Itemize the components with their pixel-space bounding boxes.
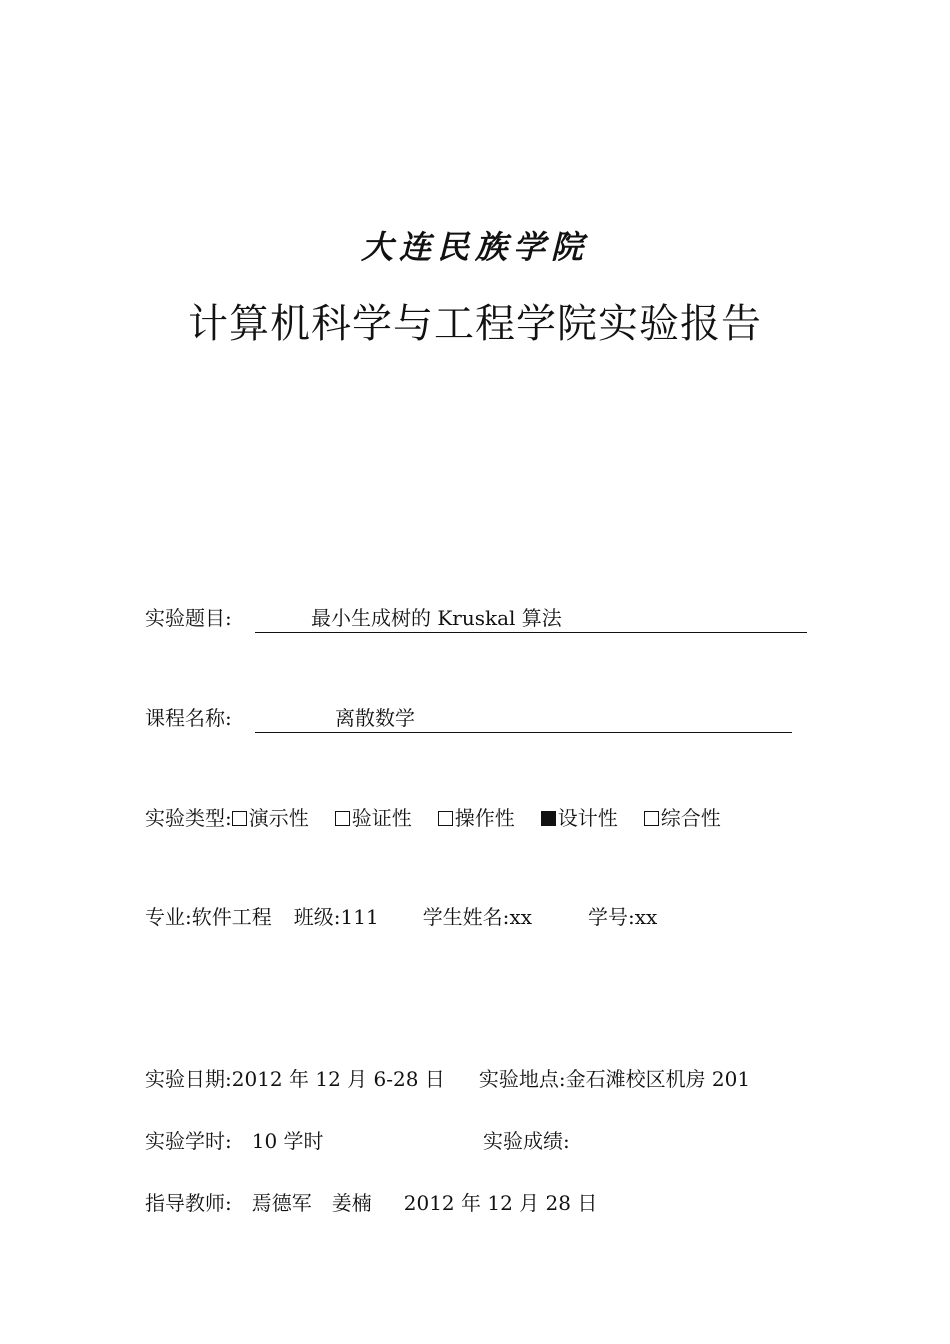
course-row — [145, 704, 232, 732]
checkbox-icon[interactable] — [232, 811, 247, 826]
type-option-label: 验证性 — [351, 806, 412, 830]
location-label: 实验地点: — [478, 1067, 566, 1091]
checked-box-icon[interactable] — [541, 811, 556, 826]
date-value: 2012 年 12 月 6-28 日 — [231, 1067, 445, 1091]
course-label: 课程名称: — [145, 706, 232, 730]
hours-value: 10 学时 — [251, 1129, 324, 1153]
sign-date: 2012 年 12 月 28 日 — [403, 1191, 598, 1215]
topic-field — [255, 604, 807, 633]
date-label: 实验日期: — [145, 1067, 232, 1091]
type-option[interactable] — [438, 804, 515, 832]
class-value: 111 — [340, 905, 379, 929]
student-name-label: 学生姓名: — [422, 905, 510, 929]
advisor-value: 焉德军 姜楠 — [251, 1191, 372, 1215]
report-title: 计算机科学与工程学院实验报告 — [188, 301, 762, 347]
course-value: 离散数学 — [335, 706, 415, 730]
student-id-value: xx — [634, 905, 658, 929]
hours-label: 实验学时: — [145, 1129, 232, 1153]
hours-row — [145, 1127, 324, 1155]
major-value: 软件工程 — [191, 905, 272, 929]
topic-value: 最小生成树的 Kruskal 算法 — [311, 606, 562, 630]
score-label: 实验成绩: — [483, 1129, 570, 1153]
type-row — [145, 804, 721, 832]
major-label: 专业: — [145, 905, 192, 929]
type-option[interactable] — [644, 804, 721, 832]
student-info-row — [145, 903, 657, 931]
checkbox-icon[interactable] — [335, 811, 350, 826]
type-option-label: 综合性 — [660, 806, 721, 830]
date-location-row — [145, 1065, 750, 1093]
type-option-label: 操作性 — [454, 806, 515, 830]
school-name: 大连民族学院 — [360, 228, 589, 266]
type-options — [232, 806, 721, 830]
topic-row — [145, 604, 232, 632]
advisor-label: 指导教师: — [145, 1191, 232, 1215]
type-option[interactable] — [232, 804, 309, 832]
location-value: 金石滩校区机房 201 — [565, 1067, 751, 1091]
type-option[interactable] — [541, 804, 618, 832]
score-row — [483, 1127, 570, 1155]
advisor-row — [145, 1189, 597, 1217]
class-label: 班级: — [293, 905, 341, 929]
type-option-label: 设计性 — [557, 806, 618, 830]
checkbox-icon[interactable] — [644, 811, 659, 826]
type-label: 实验类型: — [145, 806, 232, 830]
student-id-label: 学号: — [588, 905, 635, 929]
student-name-value: xx — [509, 905, 532, 929]
course-field — [255, 704, 792, 733]
topic-label: 实验题目: — [145, 606, 232, 630]
type-option[interactable] — [335, 804, 412, 832]
type-option-label: 演示性 — [248, 806, 309, 830]
checkbox-icon[interactable] — [438, 811, 453, 826]
